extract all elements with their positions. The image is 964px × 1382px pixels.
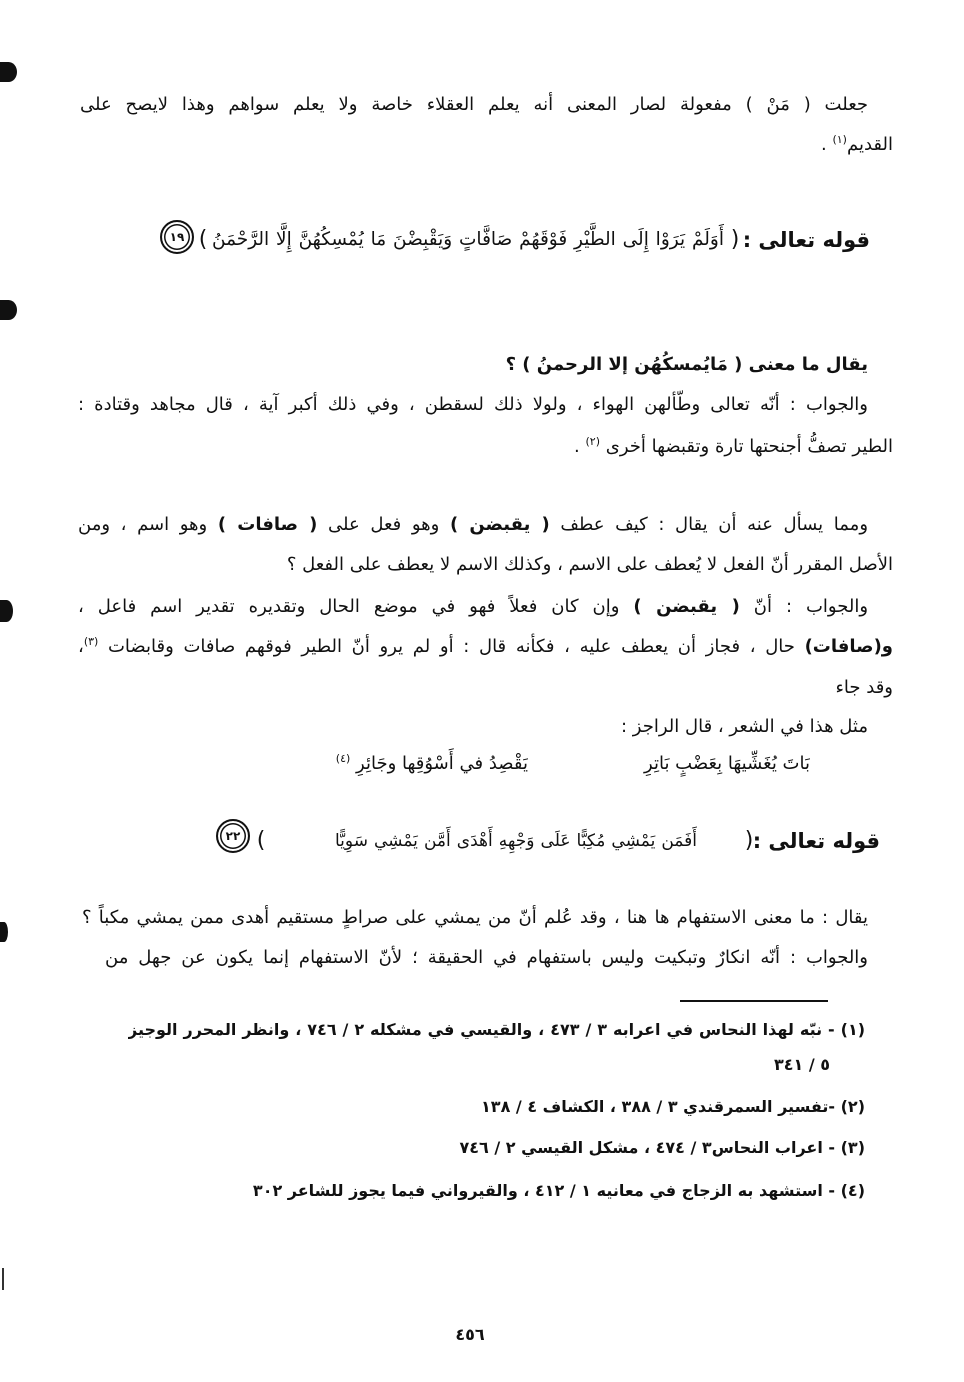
binding-hole-mark: [0, 600, 13, 622]
text-segment: وهو اسم ، ومن: [78, 514, 218, 535]
verse-label: قوله تعالى :: [752, 829, 880, 853]
page-number: ٤٥٦: [455, 1325, 485, 1344]
ayah-number-badge: ١٩: [160, 220, 194, 254]
binding-hole-mark: [0, 62, 17, 82]
text-segment: حال ، فجاز أن يعطف عليه ، فكأنه قال : أو لم يرو أنّ الطير فوقهم صافات وقابضات: [98, 636, 805, 657]
body-text-line: مثل هذا في الشعر ، قال الراجز :: [621, 716, 868, 737]
body-text-line: [500, 127, 893, 163]
body-text-line: والجواب : أنّه تعالى وطّألهن الهواء ، ولولا ذلك لسقطن ، وفي ذلك أكبر آية ، قال مجاهد وقتادة :: [78, 394, 868, 415]
verse-close-paren: ): [256, 828, 266, 853]
body-text-line: [78, 507, 868, 543]
body-text-line: [78, 629, 893, 665]
body-text-line: والجواب : أنّه انكارٌ وتبكيت وليس باستفهام في الحقيقة ؛ لأنّ الاستفهام إنما يكون عن جهل من: [105, 947, 868, 968]
question-heading: يقال ما معنى ( مَايُمسكُهُن إلا الرحمنُ ) ؟: [505, 354, 868, 375]
body-text-line: وقد جاء: [835, 677, 893, 698]
emphasized-term: ( صافات ): [217, 514, 318, 535]
emphasized-term: و(صافات): [804, 636, 893, 657]
text-segment: الطير تصفُّ أجنحتها تارة وتقبضها أخرى: [605, 436, 893, 457]
footnote: (٤) - استشهد به الزجاج في معانيه ١ / ٤١٢ ، والقيرواني فيما يجوز للشاعر ٣٠٢: [252, 1181, 865, 1200]
emphasized-term: ( يقبضن ): [633, 596, 740, 617]
footnote: (٣) - اعراب النحاس٣ / ٤٧٤ ، مشكل القيسي ٢ / ٧٤٦: [459, 1138, 865, 1157]
verse-close-paren: ): [198, 227, 208, 252]
text-segment: .: [821, 134, 833, 155]
footnote: (١) - نبّه لهذا النحاس في اعرابه ٣ / ٤٧٣ ، والقيسي في مشكله ٢ / ٧٤٦ ، وانظر المحرر الوجيز: [128, 1020, 865, 1039]
body-text-line: [400, 429, 893, 465]
body-text-line: جعلت ( مَنْ ) مفعولة لصار المعنى أنه يعلم العقلاء خاصة ولا يعلم سواهم وهذا لايصح على: [80, 94, 868, 115]
verse-open-paren: (: [730, 227, 740, 252]
body-text-line: الأصل المقرر أنّ الفعل لا يُعطف على الاسم ، وكذلك الاسم لا يعطف على الفعل ؟: [286, 554, 893, 575]
footnote-marker: (١): [832, 133, 847, 146]
verse-label: قوله تعالى :: [742, 228, 870, 252]
ayah-number-badge: ٢٢: [216, 819, 250, 853]
emphasized-term: ( يقبضن ): [449, 514, 550, 535]
body-text-line: [78, 589, 868, 625]
text-segment: يَقْصِدُ في أَسْوُقِها وجَائِرِ: [356, 753, 528, 774]
text-segment: القديم: [846, 134, 893, 155]
body-text-line: يقال : ما معنى الاستفهام ها هنا ، وقد عُلم أنّ من يمشي على صراطٍ مستقيم أهدى ممن يمشي مكباً ؟: [82, 907, 868, 928]
verse-open-paren: (: [744, 828, 754, 853]
footnote: (٢) -تفسير السمرقندي ٣ / ٣٨٨ ، الكشاف ٤ / ١٣٨: [481, 1097, 865, 1116]
text-segment: والجواب : أنّ: [739, 596, 868, 617]
footnote-continuation: ٥ / ٣٤١: [773, 1055, 830, 1074]
poem-hemistich-first: بَاتَ يُغَشِّيهَا بِعَضْبٍ بَاتِرِ: [644, 753, 810, 774]
footnote-separator: [680, 1000, 828, 1002]
footnote-marker: (٣): [83, 635, 99, 648]
footnote-marker: (٤): [335, 752, 351, 765]
text-segment: ومما يسأل عنه أن يقال : كيف عطف: [549, 514, 868, 535]
poem-hemistich-second: [300, 745, 528, 783]
margin-scan-mark: [2, 1268, 4, 1290]
binding-hole-mark: [0, 922, 8, 942]
text-segment: ،: [78, 636, 84, 657]
quran-verse-text: أَوَلَمْ يَرَوْا إِلَى الطَّيْرِ فَوْقَهُمْ صَافَّاتٍ وَيَقْبِضْنَ مَا يُمْسِكُهُنَّ إِلَّا الرَّحْمَنُ: [212, 229, 724, 250]
binding-hole-mark: [0, 300, 17, 320]
footnote-marker: (٢): [585, 435, 600, 448]
text-segment: .: [574, 436, 586, 457]
text-segment: وإن كان فعلاً فهو في موضع الحال وتقديره تقدير اسم فاعل ،: [78, 596, 634, 617]
quran-verse-text: أَفَمَن يَمْشِي مُكِبًّا عَلَى وَجْهِهِ أَهْدَى أَمَّن يَمْشِي سَوِيًّا: [335, 831, 697, 851]
text-segment: وهو فعل على: [317, 514, 450, 535]
